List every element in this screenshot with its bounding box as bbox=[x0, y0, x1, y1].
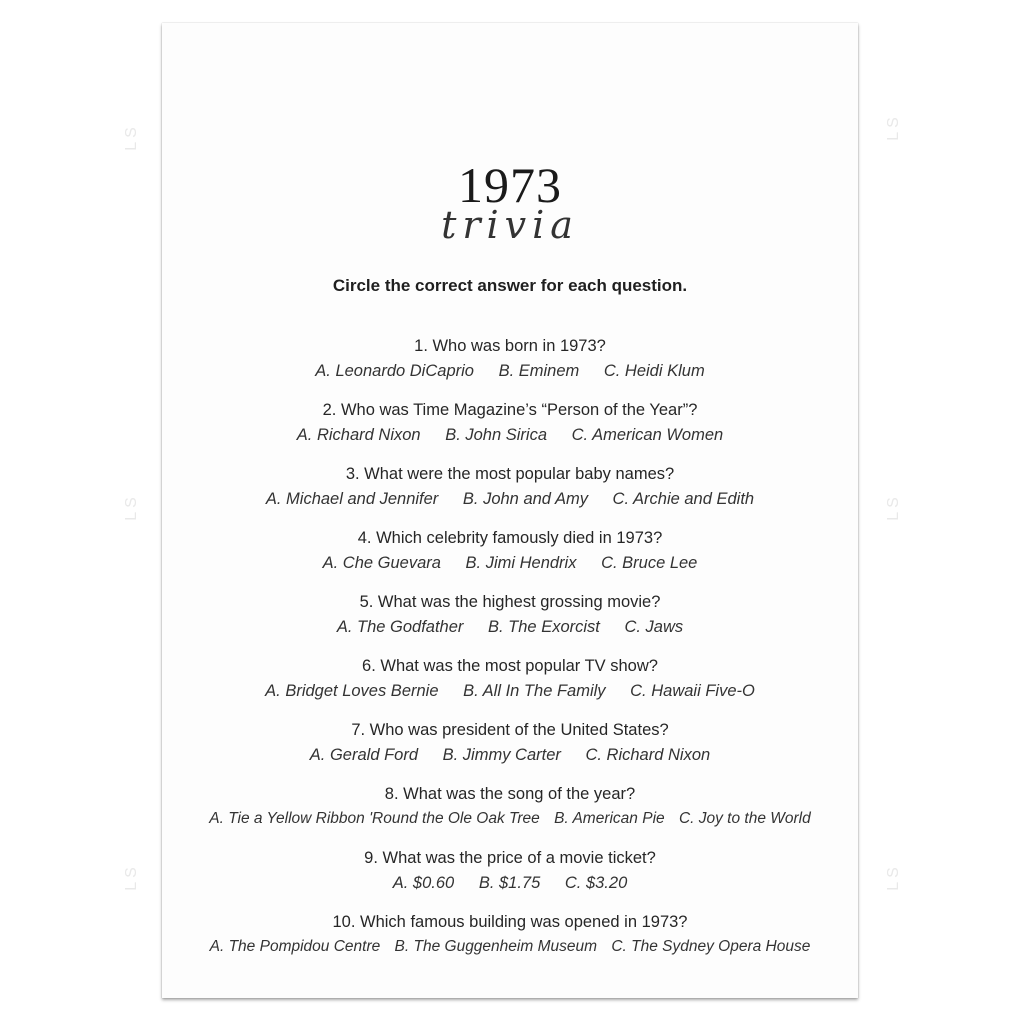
answer-options bbox=[162, 486, 858, 512]
answer-option-a[interactable]: A. Richard Nixon bbox=[296, 426, 421, 444]
question-text: 5. What was the highest grossing movie? bbox=[359, 593, 661, 611]
answer-option-b[interactable]: B. All In The Family bbox=[463, 682, 606, 700]
question-text: 9. What was the price of a movie ticket? bbox=[364, 849, 656, 867]
question-item bbox=[162, 526, 858, 576]
answer-option-b[interactable]: B. $1.75 bbox=[478, 874, 541, 892]
question-text: 3. What were the most popular baby names? bbox=[345, 465, 675, 483]
answer-option-a[interactable]: A. Gerald Ford bbox=[309, 746, 419, 764]
answer-option-b[interactable]: B. The Guggenheim Museum bbox=[394, 938, 598, 955]
question-text: 10. Which famous building was opened in 1973? bbox=[332, 913, 688, 931]
answer-option-c[interactable]: C. Joy to the World bbox=[678, 810, 811, 827]
question-text: 1. Who was born in 1973? bbox=[414, 337, 606, 355]
answer-option-c[interactable]: C. Heidi Klum bbox=[603, 362, 705, 380]
question-item bbox=[162, 654, 858, 704]
watermark: LS bbox=[122, 493, 140, 521]
answer-option-b[interactable]: B. Eminem bbox=[498, 362, 580, 380]
question-text: 2. Who was Time Magazine’s “Person of the Year”? bbox=[322, 401, 698, 419]
instructions: Circle the correct answer for each question. bbox=[332, 276, 688, 295]
answer-option-c[interactable]: C. American Women bbox=[571, 426, 724, 444]
answer-option-b[interactable]: B. John Sirica bbox=[445, 426, 547, 444]
question-text: 4. Which celebrity famously died in 1973? bbox=[357, 529, 663, 547]
answer-option-a[interactable]: A. Michael and Jennifer bbox=[265, 490, 439, 508]
answer-option-b[interactable]: B. American Pie bbox=[554, 810, 665, 827]
answer-option-b[interactable]: B. John and Amy bbox=[462, 490, 588, 508]
answer-option-c[interactable]: C. Archie and Edith bbox=[612, 490, 755, 508]
answer-option-b[interactable]: B. The Exorcist bbox=[488, 618, 600, 636]
answer-option-a[interactable]: A. Leonardo DiCaprio bbox=[315, 362, 474, 380]
answer-options bbox=[162, 870, 858, 896]
answer-option-c[interactable]: C. $3.20 bbox=[564, 874, 628, 892]
question-item bbox=[162, 462, 858, 512]
title-year: 1973 bbox=[458, 157, 562, 213]
answer-option-a[interactable]: A. The Godfather bbox=[336, 618, 464, 636]
question-text: 8. What was the song of the year? bbox=[384, 785, 636, 803]
question-item bbox=[162, 846, 858, 896]
watermark: LS bbox=[884, 493, 902, 521]
answer-option-c[interactable]: C. Bruce Lee bbox=[601, 554, 698, 572]
question-item bbox=[162, 398, 858, 448]
answer-option-c[interactable]: C. Richard Nixon bbox=[585, 746, 711, 764]
watermark: LS bbox=[884, 113, 902, 141]
watermark: LS bbox=[884, 863, 902, 891]
answer-options bbox=[162, 422, 858, 448]
answer-option-c[interactable]: C. Hawaii Five-O bbox=[630, 682, 755, 700]
answer-options bbox=[162, 358, 858, 384]
answer-option-a[interactable]: A. Bridget Loves Bernie bbox=[265, 682, 439, 700]
title-subtitle: trivia bbox=[441, 203, 579, 247]
answer-options bbox=[162, 934, 858, 960]
answer-options bbox=[162, 678, 858, 704]
question-item bbox=[162, 590, 858, 640]
question-item bbox=[162, 910, 858, 960]
answer-options bbox=[162, 550, 858, 576]
answer-option-a[interactable]: A. Tie a Yellow Ribbon 'Round the Ole Oak Tree bbox=[209, 810, 540, 827]
question-item bbox=[162, 334, 858, 384]
answer-option-a[interactable]: A. Che Guevara bbox=[322, 554, 441, 572]
answer-options bbox=[162, 742, 858, 768]
question-item bbox=[162, 718, 858, 768]
answer-option-a[interactable]: A. The Pompidou Centre bbox=[209, 938, 381, 955]
answer-option-b[interactable]: B. Jimi Hendrix bbox=[465, 554, 577, 572]
answer-options bbox=[162, 806, 858, 832]
question-text: 7. Who was president of the United States? bbox=[351, 721, 669, 739]
answer-option-c[interactable]: C. The Sydney Opera House bbox=[611, 938, 811, 955]
watermark: LS bbox=[122, 123, 140, 151]
trivia-sheet bbox=[162, 23, 858, 998]
answer-options bbox=[162, 614, 858, 640]
question-item bbox=[162, 782, 858, 832]
answer-option-c[interactable]: C. Jaws bbox=[624, 618, 684, 636]
answer-option-a[interactable]: A. $0.60 bbox=[392, 874, 455, 892]
answer-option-b[interactable]: B. Jimmy Carter bbox=[442, 746, 561, 764]
watermark: LS bbox=[122, 863, 140, 891]
question-text: 6. What was the most popular TV show? bbox=[362, 657, 658, 675]
